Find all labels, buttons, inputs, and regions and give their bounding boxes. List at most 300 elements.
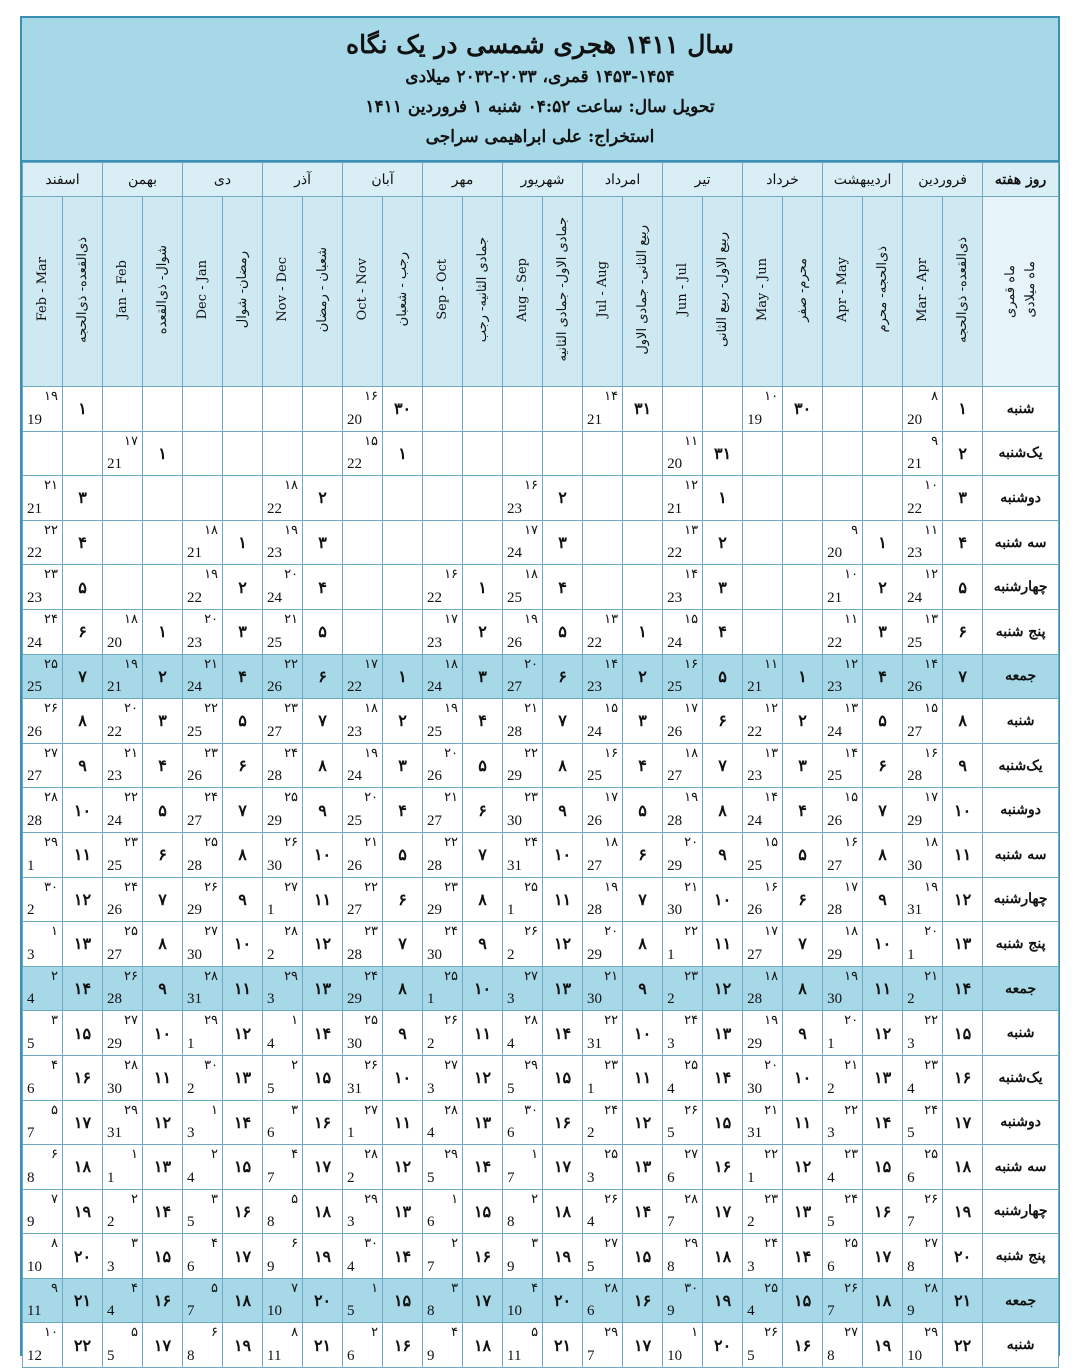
other-calendar-day	[503, 565, 543, 610]
other-calendar-day	[503, 1100, 543, 1145]
shamsi-day: ۱۳	[63, 922, 103, 967]
other-calendar-day	[343, 743, 383, 788]
gregorian-day: 1	[827, 1035, 835, 1052]
other-calendar-day	[263, 609, 303, 654]
other-calendar-day	[743, 966, 783, 1011]
other-calendar-day	[23, 1100, 63, 1145]
lunar-day: ۶	[51, 1147, 58, 1163]
gregorian-month-range-label: Jun - Jul	[675, 263, 691, 316]
other-calendar-day	[503, 1278, 543, 1323]
shamsi-day: ۵	[783, 832, 823, 877]
gregorian-day: 1	[587, 1080, 595, 1097]
shamsi-day: ۱۳	[303, 966, 343, 1011]
shamsi-day: ۲۰	[543, 1278, 583, 1323]
lunar-day: ۱۵	[924, 701, 939, 717]
lunar-month-range-label: جمادی الثانیه- رجب	[475, 236, 491, 343]
shamsi-day: ۳	[63, 476, 103, 521]
other-calendar-day	[583, 699, 623, 744]
other-calendar-day	[583, 1055, 623, 1100]
gregorian-month-range	[743, 197, 783, 387]
lunar-day: ۲۳	[44, 567, 58, 583]
gregorian-day: 1	[907, 946, 915, 963]
gregorian-day: 25	[827, 768, 843, 785]
other-calendar-day	[823, 1189, 863, 1234]
other-calendar-day	[343, 877, 383, 922]
shamsi-day: ۱۲	[383, 1145, 423, 1190]
lunar-day: ۲۳	[844, 1147, 859, 1163]
shamsi-day: ۹	[943, 743, 983, 788]
lunar-day: ۲۴	[124, 879, 139, 895]
gregorian-day: 30	[427, 946, 443, 963]
lunar-day: ۲۰	[764, 1057, 779, 1073]
shamsi-day	[303, 431, 343, 476]
gregorian-day: 2	[827, 1080, 835, 1097]
lunar-day: ۱۶	[684, 656, 699, 672]
gregorian-day: 30	[587, 991, 603, 1008]
other-calendar-day	[423, 832, 463, 877]
gregorian-month-range-label: Mar - Apr	[915, 257, 931, 322]
lunar-day: ۲۰	[844, 1013, 859, 1029]
other-calendar-day	[423, 877, 463, 922]
other-calendar-day	[743, 1234, 783, 1279]
gregorian-day: 22	[267, 500, 283, 517]
gregorian-day: 5	[27, 1035, 35, 1052]
gregorian-day: 9	[907, 1303, 915, 1320]
gregorian-day: 2	[427, 1035, 435, 1052]
shamsi-day	[783, 476, 823, 521]
lunar-day: ۲۴	[844, 1191, 859, 1207]
other-calendar-day	[183, 609, 223, 654]
other-calendar-day	[343, 1234, 383, 1279]
lunar-day: ۱۶	[364, 389, 379, 404]
lunar-day: ۲۲	[444, 834, 459, 850]
lunar-day: ۵	[291, 1191, 299, 1207]
shamsi-day: ۱۲	[863, 1011, 903, 1056]
gregorian-day: 6	[907, 1169, 915, 1186]
shamsi-day: ۷	[623, 877, 663, 922]
gregorian-day: 4	[427, 1125, 435, 1142]
gregorian-day: 31	[747, 1125, 763, 1142]
shamsi-day: ۷	[383, 922, 423, 967]
lunar-day: ۱	[451, 1191, 459, 1207]
shamsi-day: ۵	[383, 832, 423, 877]
lunar-day: ۲۰	[604, 924, 619, 940]
gregorian-day: 3	[187, 1125, 195, 1142]
other-calendar-day	[583, 387, 623, 432]
other-calendar-day	[343, 1189, 383, 1234]
other-calendar-day	[103, 431, 143, 476]
shamsi-day: ۱۶	[223, 1189, 263, 1234]
gregorian-day: 27	[267, 723, 283, 740]
other-calendar-day	[663, 922, 703, 967]
calendar-row	[23, 1100, 1059, 1145]
shamsi-day: ۳۱	[623, 387, 663, 432]
shamsi-day: ۸	[783, 966, 823, 1011]
other-calendar-day	[23, 609, 63, 654]
other-calendar-day	[503, 1011, 543, 1056]
lunar-day: ۱۸	[684, 745, 699, 761]
gregorian-day: 27	[747, 946, 763, 963]
gregorian-day: 26	[427, 768, 443, 785]
lunar-day: ۲۹	[444, 1147, 459, 1163]
lunar-day: ۲۶	[204, 879, 219, 895]
gregorian-day: 28	[907, 768, 923, 785]
lunar-day: ۴	[131, 1280, 139, 1296]
gregorian-day: 25	[507, 589, 523, 606]
shamsi-day: ۱۷	[863, 1234, 903, 1279]
other-calendar-day	[503, 1145, 543, 1190]
gregorian-day: 7	[907, 1214, 915, 1231]
gregorian-day: 21	[907, 456, 923, 473]
other-calendar-day	[343, 431, 383, 476]
shamsi-day	[623, 520, 663, 565]
gregorian-day: 29	[187, 902, 203, 919]
shamsi-day: ۴	[623, 743, 663, 788]
other-calendar-day	[183, 654, 223, 699]
other-calendar-day	[423, 1278, 463, 1323]
other-calendar-day	[903, 654, 943, 699]
gregorian-day: 27	[107, 946, 122, 963]
other-calendar-day	[183, 922, 223, 967]
other-calendar-day	[663, 609, 703, 654]
lunar-day: ۹	[51, 1280, 58, 1296]
lunar-month-range	[303, 197, 343, 387]
gregorian-day: 2	[667, 991, 675, 1008]
shamsi-day: ۱۵	[623, 1234, 663, 1279]
lunar-day: ۱۷	[844, 879, 859, 895]
gregorian-day: 5	[827, 1214, 835, 1231]
shamsi-day: ۱۴	[223, 1100, 263, 1145]
gregorian-day: 22	[827, 634, 843, 651]
other-calendar-day	[823, 966, 863, 1011]
shamsi-day: ۱۴	[63, 966, 103, 1011]
gregorian-day: 11	[27, 1303, 42, 1320]
shamsi-day: ۱	[383, 654, 423, 699]
shamsi-day: ۸	[863, 832, 903, 877]
shamsi-day	[383, 520, 423, 565]
other-calendar-day	[423, 609, 463, 654]
month-subheader-row	[23, 197, 1059, 387]
gregorian-month-range-label: Dec - Jan	[195, 259, 211, 320]
shamsi-day: ۶	[63, 609, 103, 654]
other-calendar-day	[743, 1011, 783, 1056]
other-calendar-day	[583, 476, 623, 521]
gregorian-day: 26	[747, 902, 763, 919]
gregorian-day: 8	[267, 1214, 275, 1231]
other-calendar-day	[583, 1145, 623, 1190]
shamsi-day: ۹	[143, 966, 183, 1011]
other-calendar-day	[23, 743, 63, 788]
shamsi-day: ۴	[703, 609, 743, 654]
lunar-day: ۱۶	[604, 745, 619, 761]
gregorian-day: 9	[427, 1348, 435, 1365]
gregorian-day: 24	[667, 634, 683, 651]
lunar-day: ۲۰	[684, 834, 699, 850]
gregorian-month-range	[583, 197, 623, 387]
shamsi-day: ۱۹	[943, 1189, 983, 1234]
lunar-month-label: ماه قمری	[1003, 264, 1019, 318]
lunar-day: ۲۸	[684, 1191, 699, 1207]
gregorian-day: 3	[347, 1214, 355, 1231]
gregorian-day: 28	[507, 723, 523, 740]
other-calendar-day	[823, 654, 863, 699]
lunar-month-range	[543, 197, 583, 387]
lunar-day: ۲	[451, 1236, 459, 1252]
gregorian-day: 31	[107, 1125, 122, 1142]
shamsi-day: ۲۱	[943, 1278, 983, 1323]
lunar-month-range-label: شعبان - رمضان	[315, 246, 331, 333]
other-calendar-day	[663, 966, 703, 1011]
other-calendar-day	[183, 966, 223, 1011]
new-year-time: تحویل سال: ساعت ۰۴:۵۲ شنبه ۱ فروردین ۱۴۱۱	[365, 97, 715, 117]
lunar-day: ۱۲	[844, 656, 859, 672]
calendar-row	[23, 1189, 1059, 1234]
other-calendar-day	[663, 520, 703, 565]
lunar-day: ۱۷	[924, 790, 939, 806]
other-calendar-day	[343, 565, 383, 610]
gregorian-month-range	[503, 197, 543, 387]
gregorian-day: 26	[507, 634, 523, 651]
shamsi-day: ۳	[863, 609, 903, 654]
shamsi-day: ۱۱	[63, 832, 103, 877]
shamsi-day: ۴	[63, 520, 103, 565]
other-calendar-day	[23, 565, 63, 610]
shamsi-day: ۴	[943, 520, 983, 565]
other-calendar-day	[743, 520, 783, 565]
lunar-day: ۲۷	[524, 968, 539, 984]
shamsi-day: ۲۱	[63, 1278, 103, 1323]
lunar-day: ۶	[291, 1236, 299, 1252]
gregorian-day: 1	[667, 946, 675, 963]
lunar-day: ۱۸	[204, 522, 219, 538]
lunar-day: ۲۵	[284, 790, 299, 806]
lunar-day: ۲	[131, 1191, 139, 1207]
shamsi-day: ۸	[543, 743, 583, 788]
gregorian-day: 8	[427, 1303, 435, 1320]
gregorian-day: 23	[427, 634, 443, 651]
weekday-label: پنج شنبه	[983, 609, 1059, 654]
gregorian-day: 26	[187, 768, 203, 785]
shamsi-day: ۵	[703, 654, 743, 699]
other-calendar-day	[663, 1145, 703, 1190]
lunar-day: ۲۵	[44, 656, 58, 672]
lunar-day: ۲۵	[204, 834, 219, 850]
shamsi-day: ۱۴	[943, 966, 983, 1011]
shamsi-day: ۱	[943, 387, 983, 432]
gregorian-day: 8	[907, 1258, 915, 1275]
weekday-label: شنبه	[983, 699, 1059, 744]
other-calendar-day	[743, 1323, 783, 1368]
other-calendar-day	[423, 966, 463, 1011]
lunar-day: ۲۸	[604, 1280, 619, 1296]
other-calendar-day	[263, 877, 303, 922]
other-calendar-day	[583, 520, 623, 565]
gregorian-day: 27	[907, 723, 923, 740]
gregorian-day: 27	[587, 857, 603, 874]
lunar-month-range-label: ذی‌القعده- ذی‌الحجه	[955, 236, 971, 343]
gregorian-day: 3	[507, 991, 515, 1008]
other-calendar-day	[583, 565, 623, 610]
other-calendar-day	[423, 431, 463, 476]
shamsi-day: ۵	[943, 565, 983, 610]
gregorian-day: 21	[107, 679, 122, 696]
shamsi-day: ۱۷	[623, 1323, 663, 1368]
gregorian-day: 6	[27, 1080, 35, 1097]
shamsi-day: ۶	[223, 743, 263, 788]
shamsi-day: ۱۳	[463, 1100, 503, 1145]
other-calendar-day	[263, 922, 303, 967]
gregorian-day: 19	[27, 411, 42, 428]
lunar-day: ۲۹	[204, 1013, 219, 1029]
lunar-day: ۴	[531, 1280, 539, 1296]
shamsi-day: ۱۲	[623, 1100, 663, 1145]
other-calendar-day	[263, 654, 303, 699]
lunar-day: ۵	[51, 1102, 58, 1118]
other-calendar-day	[903, 1011, 943, 1056]
shamsi-day: ۲۰	[303, 1278, 343, 1323]
weekday-label: سه شنبه	[983, 832, 1059, 877]
gregorian-day: 2	[907, 991, 915, 1008]
lunar-day: ۱	[131, 1147, 139, 1163]
other-calendar-day	[903, 832, 943, 877]
shamsi-day: ۱۰	[863, 922, 903, 967]
shamsi-day	[143, 565, 183, 610]
other-calendar-day	[103, 520, 143, 565]
gregorian-day: 12	[27, 1348, 42, 1365]
gregorian-day: 6	[587, 1303, 595, 1320]
shamsi-day: ۸	[143, 922, 183, 967]
shamsi-day: ۱۷	[63, 1100, 103, 1145]
shamsi-day: ۱۱	[783, 1100, 823, 1145]
lunar-day: ۲۸	[444, 1102, 459, 1118]
shamsi-day	[783, 609, 823, 654]
weekday-label: دوشنبه	[983, 1100, 1059, 1145]
gregorian-day: 1	[347, 1125, 355, 1142]
gregorian-day: 22	[587, 634, 603, 651]
shamsi-day	[463, 520, 503, 565]
shamsi-day: ۲	[463, 609, 503, 654]
gregorian-day: 28	[27, 812, 42, 829]
lunar-day: ۱۹	[604, 879, 619, 895]
lunar-day: ۲۹	[44, 834, 58, 850]
lunar-day: ۱۹	[844, 968, 859, 984]
weekday-label: یک‌شنبه	[983, 1055, 1059, 1100]
other-calendar-day	[103, 565, 143, 610]
shamsi-day: ۱۳	[383, 1189, 423, 1234]
gregorian-day: 23	[747, 768, 763, 785]
shamsi-day: ۱۶	[943, 1055, 983, 1100]
shamsi-day: ۱۳	[543, 966, 583, 1011]
shamsi-day: ۵	[463, 743, 503, 788]
gregorian-day: 3	[107, 1258, 115, 1275]
other-calendar-day	[103, 832, 143, 877]
gregorian-day: 5	[267, 1080, 275, 1097]
other-calendar-day	[423, 1011, 463, 1056]
other-calendar-day	[183, 565, 223, 610]
calendar-row	[23, 565, 1059, 610]
shamsi-day: ۱۰	[543, 832, 583, 877]
other-calendar-day	[823, 387, 863, 432]
shamsi-day: ۱۷	[543, 1145, 583, 1190]
lunar-day: ۲	[531, 1191, 539, 1207]
gregorian-day: 3	[827, 1125, 835, 1142]
other-calendar-day	[183, 476, 223, 521]
lunar-day: ۴	[51, 1057, 58, 1073]
other-calendar-day	[263, 431, 303, 476]
lunar-day: ۷	[51, 1191, 58, 1207]
weekday-label: جمعه	[983, 1278, 1059, 1323]
shamsi-day: ۱	[383, 431, 423, 476]
shamsi-day: ۲	[863, 565, 903, 610]
gregorian-day: 28	[747, 991, 763, 1008]
shamsi-day: ۱۵	[703, 1100, 743, 1145]
gregorian-day: 2	[107, 1214, 115, 1231]
other-calendar-day	[743, 1100, 783, 1145]
gregorian-day: 22	[667, 545, 683, 562]
shamsi-day: ۴	[383, 788, 423, 833]
shamsi-day: ۵	[863, 699, 903, 744]
shamsi-day: ۱۴	[863, 1100, 903, 1145]
other-calendar-day	[183, 832, 223, 877]
gregorian-day: 7	[587, 1348, 595, 1365]
lunar-day: ۲۹	[604, 1325, 619, 1341]
gregorian-day: 9	[667, 1303, 675, 1320]
shamsi-day: ۷	[863, 788, 903, 833]
other-calendar-day	[583, 788, 623, 833]
gregorian-day: 7	[827, 1303, 835, 1320]
calendar-frame	[20, 16, 1060, 1365]
lunar-day: ۱۰	[764, 389, 779, 404]
lunar-day: ۲۰	[124, 701, 139, 717]
other-calendar-day	[663, 1234, 703, 1279]
shamsi-day: ۲۲	[63, 1323, 103, 1368]
lunar-day: ۲۷	[604, 1236, 619, 1252]
other-calendar-day	[183, 1011, 223, 1056]
gregorian-day: 31	[507, 857, 523, 874]
lunar-day: ۲۳	[364, 924, 379, 940]
shamsi-day	[383, 476, 423, 521]
lunar-day: ۱۰	[844, 567, 859, 583]
gregorian-day: 24	[907, 589, 923, 606]
weekday-label: سه شنبه	[983, 520, 1059, 565]
lunar-day: ۲۱	[604, 968, 619, 984]
shamsi-day: ۱۷	[463, 1278, 503, 1323]
lunar-day: ۲۳	[924, 1057, 939, 1073]
lunar-day: ۲۱	[44, 478, 58, 494]
gregorian-day: 25	[267, 634, 283, 651]
lunar-day: ۲۳	[204, 745, 219, 761]
other-calendar-day	[103, 476, 143, 521]
gregorian-day: 23	[587, 679, 603, 696]
other-calendar-day	[743, 1278, 783, 1323]
other-calendar-day	[663, 788, 703, 833]
gregorian-day: 4	[907, 1080, 915, 1097]
other-calendar-day	[423, 565, 463, 610]
shamsi-day: ۷	[703, 743, 743, 788]
other-calendar-day	[903, 387, 943, 432]
gregorian-day: 10	[667, 1348, 683, 1365]
calendar-row	[23, 1234, 1059, 1279]
lunar-day: ۲۶	[44, 701, 58, 717]
lunar-day: ۱۱	[924, 522, 939, 538]
other-calendar-day	[343, 832, 383, 877]
other-calendar-day	[583, 1278, 623, 1323]
other-calendar-day	[423, 654, 463, 699]
lunar-day: ۴	[451, 1325, 459, 1341]
gregorian-day: 27	[667, 768, 683, 785]
lunar-month-range	[943, 197, 983, 387]
gregorian-day: 6	[667, 1169, 675, 1186]
